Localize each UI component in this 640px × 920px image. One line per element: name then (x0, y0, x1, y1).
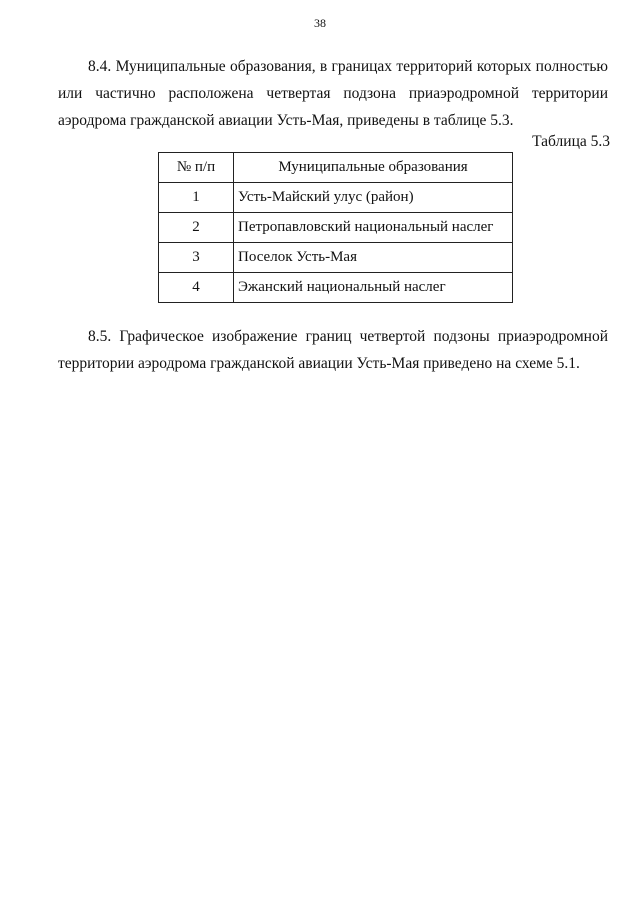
row-municipality: Усть-Майский улус (район) (234, 183, 513, 213)
row-number: 4 (159, 273, 234, 303)
header-number: № п/п (159, 153, 234, 183)
row-municipality: Петропавловский национальный наслег (234, 213, 513, 243)
table-row (159, 213, 513, 243)
paragraph-8-4: 8.4. Муниципальные образования, в границах территорий которых полностью или частично расположена четвертая подзона приаэродромной территории аэродрома гражданской авиации Усть-Мая, приведены в таблице 5.3. (58, 58, 608, 129)
table-row (159, 183, 513, 213)
row-municipality: Поселок Усть-Мая (234, 243, 513, 273)
page-number: 38 (314, 16, 326, 30)
row-number: 1 (159, 183, 234, 213)
table-caption: Таблица 5.3 (532, 133, 610, 150)
row-number: 2 (159, 213, 234, 243)
municipalities-table-container (158, 152, 513, 303)
header-municipality: Муниципальные образования (234, 153, 513, 183)
paragraph-8-5: 8.5. Графическое изображение границ четвертой подзоны приаэродромной территории аэродрома гражданской авиации Усть-Мая приведено на схеме 5.1. (58, 328, 608, 372)
row-number: 3 (159, 243, 234, 273)
table-row (159, 243, 513, 273)
row-municipality: Эжанский национальный наслег (234, 273, 513, 303)
municipalities-table (158, 152, 513, 303)
table-header-row (159, 153, 513, 183)
table-row (159, 273, 513, 303)
